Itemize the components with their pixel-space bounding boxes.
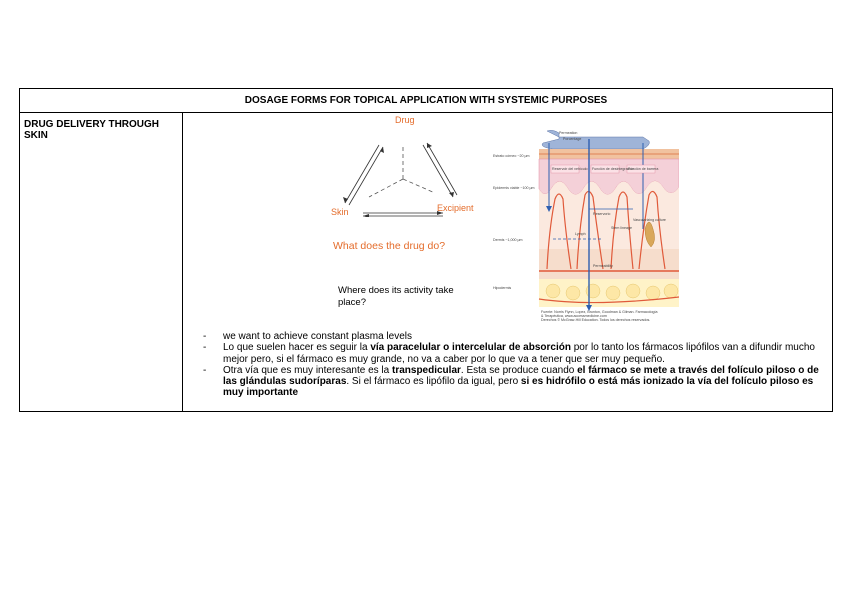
bullet-text: . Esta se produce cuando [460,364,578,376]
label-stem-lineage: Stem lineage [611,226,632,230]
row-content [183,113,832,411]
bullet-emphasis: transpedicular [391,364,461,376]
label-permeation: Permeation [559,131,578,135]
question-activity-site: Where does its activity take place? [338,285,454,308]
bullet-text: we want to achieve constant plasma levels [223,331,412,342]
skin-label: Skin [331,207,349,217]
figure-caption-1: Fuente: Norris Flynn, Lopez, Brunton, Goodman & Gilman. Farmacología [541,310,658,314]
bullet-text: . Si el fármaco es lipófilo da igual, pero [346,376,521,388]
bullet-emphasis: si es hidrófilo o está más ionizado la vía del folículo piloso es muy importante [223,376,814,399]
bullet-text: por lo tanto los fármacos lipófilos van a difundir mucho mejor pero, si el fármaco es muy grande, no va a caber por lo que va a tener que ser muy pequeño. [223,342,815,365]
bullet-text: Otra vía que es muy interesante es la [223,364,392,376]
question-drug-action: What does the drug do? [333,240,446,252]
table-header: DOSAGE FORMS FOR TOPICAL APPLICATION WITH SYSTEMIC PURPOSES [20,89,832,113]
label-hypodermis: Hipodermis [493,286,512,290]
content-table [19,88,833,412]
label-stratum-corneum: Estrato córneo ~20 µm [493,154,530,158]
figure-caption-3: Derechos © McGraw-Hill Education. Todos los derechos reservados. [541,318,651,321]
bullet-text: Lo que suelen hacer es seguir la [223,342,371,354]
bullet-marker: - [203,331,207,342]
bullet-emphasis: vía paracelular o intercelular de absorción [370,342,571,354]
bullet-marker: - [203,364,207,376]
skin-cross-section-figure [493,129,679,321]
figure-caption-2: & Terapéutica, www.accessmedicine.com [541,314,607,318]
skin-layers-illustration [493,129,679,321]
excipient-label: Excipient [437,203,474,213]
label-lymph: Lymph [575,232,586,236]
triangle-arrows [323,117,483,217]
row-title: DRUG DELIVERY THROUGH SKIN [20,113,183,411]
label-dermis: Dermis ~1,000 µm [493,238,523,242]
drug-label: Drug [395,115,415,125]
label-vascularizing: Vascularizing culture [633,218,666,222]
bullet-item [203,365,829,399]
label-disintegration: Función de desintegración [592,167,635,171]
bullet-list [203,331,829,399]
drug-triangle-diagram [323,117,483,217]
bullet-item [203,331,829,342]
label-reservoir: Reservorio [593,212,611,216]
bullet-marker: - [203,342,207,354]
label-porcentage: Porcentage [563,137,582,141]
label-barrier: Función de barrera [628,167,659,171]
label-permeability: Permeability [593,264,613,268]
label-vehicle-reservoir: Reservoir del vehículo [552,167,588,171]
label-viable-epidermis: Epidermis viable ~100 µm [493,186,535,190]
bullet-item [203,342,829,365]
bullet-emphasis: el fármaco se mete a través del folículo piloso o de las glándulas sudoríparas [223,364,819,388]
